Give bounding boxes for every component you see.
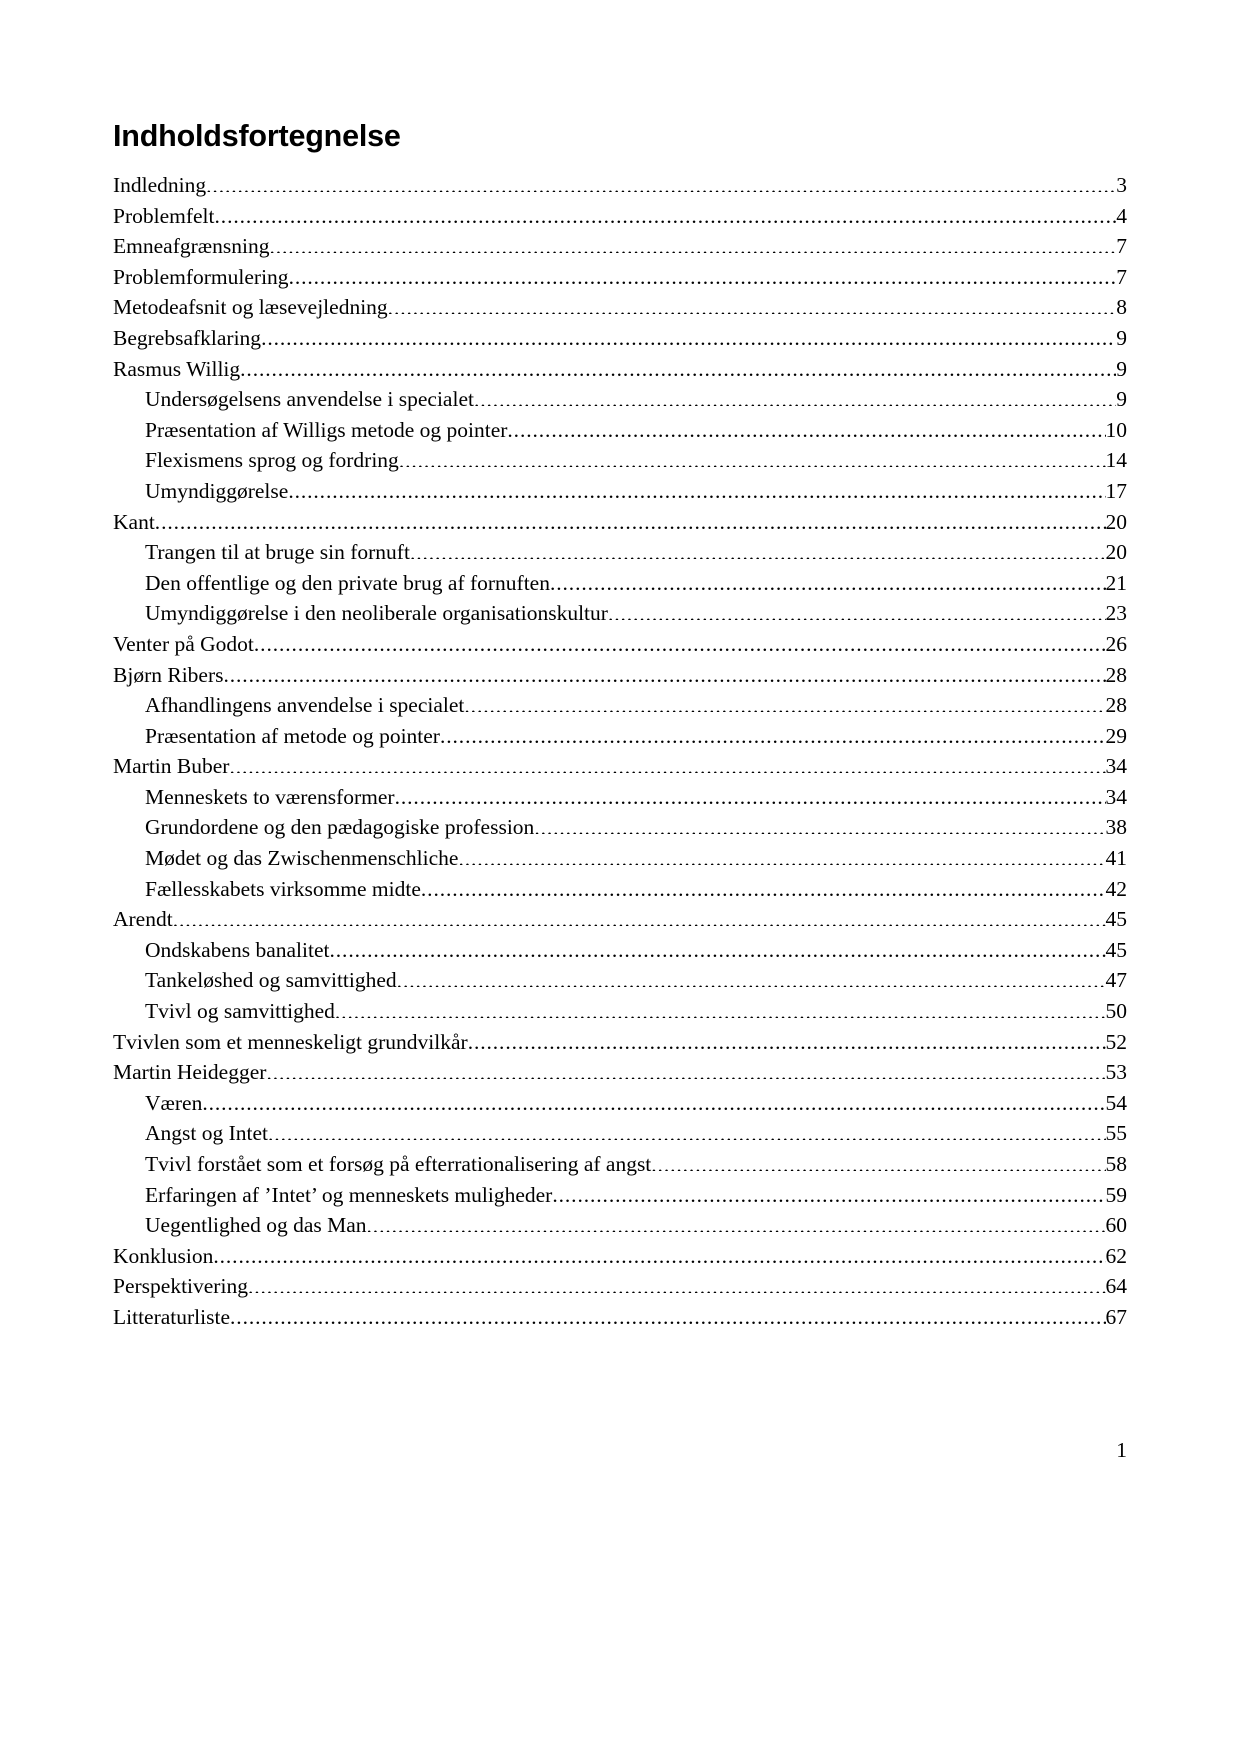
- toc-entry-label: Den offentlige og den private brug af fornuften: [145, 570, 550, 595]
- toc-entry-page-number: 55: [1105, 1121, 1127, 1146]
- toc-entry-page-number: 52: [1105, 1029, 1127, 1054]
- toc-entry-label: Problemfelt: [113, 203, 215, 228]
- toc-entry-label: Indledning: [113, 173, 207, 197]
- toc-leader-dots: [458, 844, 1105, 866]
- table-of-contents: [113, 170, 1127, 1333]
- toc-entry[interactable]: [113, 568, 1127, 599]
- toc-entry-label: Flexismens sprog og fordring: [145, 448, 399, 473]
- toc-entry-label: Menneskets to værensformer: [145, 784, 395, 809]
- toc-entry-page-number: 53: [1105, 1060, 1127, 1085]
- toc-entry-page-number: 3: [1116, 173, 1127, 197]
- toc-entry[interactable]: [113, 1027, 1127, 1058]
- toc-entry[interactable]: [113, 1118, 1127, 1149]
- toc-entry[interactable]: [113, 1057, 1127, 1088]
- toc-entry[interactable]: [113, 874, 1127, 905]
- toc-entry-label: Rasmus Willig: [113, 356, 241, 381]
- toc-entry-label: Tvivl forstået som et forsøg på efterrationalisering af angst: [145, 1152, 652, 1176]
- toc-leader-dots: [248, 1272, 1106, 1294]
- footer-page-number: 1: [1116, 1438, 1127, 1462]
- toc-leader-dots: [215, 201, 1117, 223]
- toc-entry-page-number: 64: [1105, 1274, 1127, 1299]
- page-content: [113, 118, 1127, 1333]
- toc-entry[interactable]: [113, 292, 1127, 323]
- toc-entry-page-number: 38: [1105, 815, 1127, 840]
- toc-leader-dots: [261, 323, 1116, 345]
- toc-leader-dots: [289, 262, 1117, 284]
- toc-leader-dots: [397, 966, 1106, 988]
- toc-entry-page-number: 9: [1116, 387, 1127, 412]
- toc-entry-label: Trangen til at bruge sin fornuft: [145, 540, 410, 565]
- toc-entry-page-number: 67: [1105, 1304, 1127, 1329]
- toc-entry-label: Erfaringen af ’Intet’ og menneskets muligheder: [145, 1182, 553, 1207]
- toc-entry-label: Uegentlighed og das Man: [145, 1213, 367, 1238]
- toc-leader-dots: [395, 782, 1106, 804]
- toc-entry-label: Tankeløshed og samvittighed: [145, 968, 397, 993]
- toc-leader-dots: [464, 691, 1105, 713]
- toc-entry[interactable]: [113, 812, 1127, 843]
- toc-entry[interactable]: [113, 843, 1127, 874]
- toc-entry[interactable]: [113, 323, 1127, 354]
- toc-entry-page-number: 21: [1105, 570, 1127, 595]
- toc-entry-label: Ondskabens banalitet: [145, 937, 330, 962]
- toc-entry-label: Kant: [113, 509, 155, 534]
- toc-leader-dots: [269, 232, 1116, 254]
- toc-entry-page-number: 10: [1105, 417, 1127, 442]
- toc-entry-page-number: 62: [1105, 1243, 1127, 1268]
- toc-leader-dots: [223, 660, 1105, 682]
- toc-entry-label: Tvivlen som et menneskeligt grundvilkår: [113, 1029, 468, 1054]
- toc-entry-page-number: 26: [1105, 631, 1127, 656]
- toc-leader-dots: [410, 538, 1106, 560]
- toc-entry-label: Grundordene og den pædagogiske profession: [145, 815, 535, 840]
- toc-entry[interactable]: [113, 354, 1127, 385]
- toc-leader-dots: [421, 874, 1106, 896]
- toc-leader-dots: [335, 997, 1106, 1019]
- toc-leader-dots: [155, 507, 1106, 529]
- toc-entry[interactable]: [113, 476, 1127, 507]
- toc-entry-page-number: 20: [1105, 540, 1127, 565]
- toc-leader-dots: [608, 599, 1106, 621]
- toc-entry-label: Litteraturliste: [113, 1304, 231, 1329]
- toc-leader-dots: [213, 1241, 1105, 1263]
- toc-entry-page-number: 59: [1105, 1182, 1127, 1207]
- toc-leader-dots: [268, 1119, 1105, 1141]
- toc-entry[interactable]: [113, 231, 1127, 262]
- toc-leader-dots: [266, 1058, 1105, 1080]
- toc-entry[interactable]: [113, 1180, 1127, 1211]
- toc-entry[interactable]: [113, 782, 1127, 813]
- toc-entry[interactable]: [113, 965, 1127, 996]
- toc-leader-dots: [388, 293, 1117, 315]
- toc-entry[interactable]: [113, 384, 1127, 415]
- toc-entry-page-number: 28: [1105, 693, 1127, 718]
- toc-entry-page-number: 60: [1105, 1213, 1127, 1238]
- toc-entry-page-number: 50: [1105, 999, 1127, 1024]
- toc-entry-page-number: 42: [1105, 876, 1127, 901]
- toc-entry[interactable]: [113, 751, 1127, 782]
- toc-entry-page-number: 9: [1116, 325, 1127, 350]
- toc-entry-label: Præsentation af metode og pointer: [145, 723, 440, 748]
- toc-entry[interactable]: [113, 1302, 1127, 1333]
- toc-entry-page-number: 20: [1105, 509, 1127, 534]
- toc-entry[interactable]: [113, 598, 1127, 629]
- toc-entry-page-number: 8: [1116, 295, 1127, 320]
- toc-entry-page-number: 45: [1105, 907, 1127, 932]
- toc-entry-page-number: 14: [1105, 448, 1127, 473]
- toc-entry[interactable]: [113, 721, 1127, 752]
- toc-leader-dots: [202, 1088, 1105, 1110]
- toc-entry-label: Bjørn Ribers: [113, 662, 224, 687]
- toc-entry-label: Angst og Intet: [145, 1121, 269, 1146]
- toc-leader-dots: [534, 813, 1105, 835]
- toc-entry[interactable]: [113, 904, 1127, 935]
- toc-entry[interactable]: [113, 1088, 1127, 1119]
- toc-entry-label: Væren: [145, 1090, 203, 1115]
- toc-entry[interactable]: [113, 415, 1127, 446]
- toc-entry-label: Konklusion: [113, 1243, 214, 1268]
- toc-entry-page-number: 34: [1105, 784, 1127, 809]
- toc-entry-label: Venter på Godot: [113, 631, 254, 656]
- toc-entry-label: Umyndiggørelse i den neoliberale organisationskultur: [145, 601, 608, 626]
- toc-entry[interactable]: [113, 660, 1127, 691]
- toc-leader-dots: [173, 905, 1106, 927]
- toc-entry[interactable]: [113, 537, 1127, 568]
- toc-leader-dots: [229, 752, 1105, 774]
- toc-leader-dots: [288, 476, 1105, 498]
- toc-leader-dots: [399, 446, 1106, 468]
- toc-entry-label: Metodeafsnit og læsevejledning: [113, 295, 388, 320]
- toc-leader-dots: [440, 721, 1106, 743]
- toc-leader-dots: [507, 415, 1105, 437]
- toc-entry[interactable]: [113, 445, 1127, 476]
- toc-entry-page-number: 34: [1105, 754, 1127, 779]
- toc-entry-page-number: 4: [1116, 203, 1127, 228]
- toc-entry-label: Problemformulering: [113, 264, 289, 289]
- toc-entry[interactable]: [113, 1241, 1127, 1272]
- toc-leader-dots: [651, 1150, 1105, 1172]
- toc-leader-dots: [552, 1180, 1105, 1202]
- toc-entry-page-number: 29: [1105, 723, 1127, 748]
- toc-leader-dots: [474, 385, 1116, 407]
- toc-entry-page-number: 23: [1105, 601, 1127, 626]
- toc-leader-dots: [240, 354, 1116, 376]
- toc-entry-page-number: 45: [1105, 937, 1127, 962]
- toc-entry-page-number: 47: [1105, 968, 1127, 993]
- toc-entry[interactable]: [113, 996, 1127, 1027]
- toc-entry[interactable]: [113, 1210, 1127, 1241]
- toc-entry[interactable]: [113, 201, 1127, 232]
- toc-entry[interactable]: [113, 262, 1127, 293]
- toc-entry-page-number: 41: [1105, 846, 1127, 871]
- toc-leader-dots: [206, 171, 1116, 193]
- toc-entry-page-number: 54: [1105, 1090, 1127, 1115]
- toc-leader-dots: [330, 935, 1106, 957]
- toc-entry-label: Emneafgrænsning: [113, 234, 270, 259]
- toc-leader-dots: [550, 568, 1106, 590]
- toc-entry-label: Begrebsafklaring: [113, 325, 262, 350]
- toc-entry[interactable]: [113, 1271, 1127, 1302]
- toc-leader-dots: [254, 629, 1106, 651]
- toc-entry-label: Martin Buber: [113, 754, 230, 779]
- toc-entry-label: Martin Heidegger: [113, 1060, 267, 1085]
- toc-entry[interactable]: [113, 629, 1127, 660]
- toc-entry-page-number: 58: [1105, 1152, 1127, 1176]
- toc-entry-page-number: 28: [1105, 662, 1127, 687]
- toc-entry-page-number: 7: [1116, 234, 1127, 259]
- toc-entry[interactable]: [113, 507, 1127, 538]
- toc-leader-dots: [230, 1302, 1105, 1324]
- toc-entry[interactable]: [113, 690, 1127, 721]
- toc-entry-label: Afhandlingens anvendelse i specialet: [145, 693, 465, 718]
- toc-entry-label: Mødet og das Zwischenmenschliche: [145, 846, 459, 871]
- toc-entry[interactable]: [113, 935, 1127, 966]
- toc-entry-label: Præsentation af Willigs metode og pointer: [145, 417, 508, 442]
- page-title: Indholdsfortegnelse: [113, 119, 401, 153]
- toc-entry-label: Undersøgelsens anvendelse i specialet: [145, 387, 474, 412]
- toc-leader-dots: [367, 1211, 1106, 1233]
- toc-entry-label: Umyndiggørelse: [145, 478, 289, 503]
- toc-entry-page-number: 7: [1116, 264, 1127, 289]
- toc-entry-page-number: 17: [1105, 478, 1127, 503]
- toc-entry-label: Arendt: [113, 907, 173, 932]
- toc-leader-dots: [468, 1027, 1106, 1049]
- toc-entry[interactable]: [113, 1149, 1127, 1180]
- toc-entry-page-number: 9: [1116, 356, 1127, 381]
- toc-entry[interactable]: [113, 170, 1127, 201]
- toc-entry-label: Fællesskabets virksomme midte: [145, 876, 421, 901]
- toc-entry-label: Tvivl og samvittighed: [145, 999, 335, 1024]
- toc-entry-label: Perspektivering: [113, 1274, 248, 1299]
